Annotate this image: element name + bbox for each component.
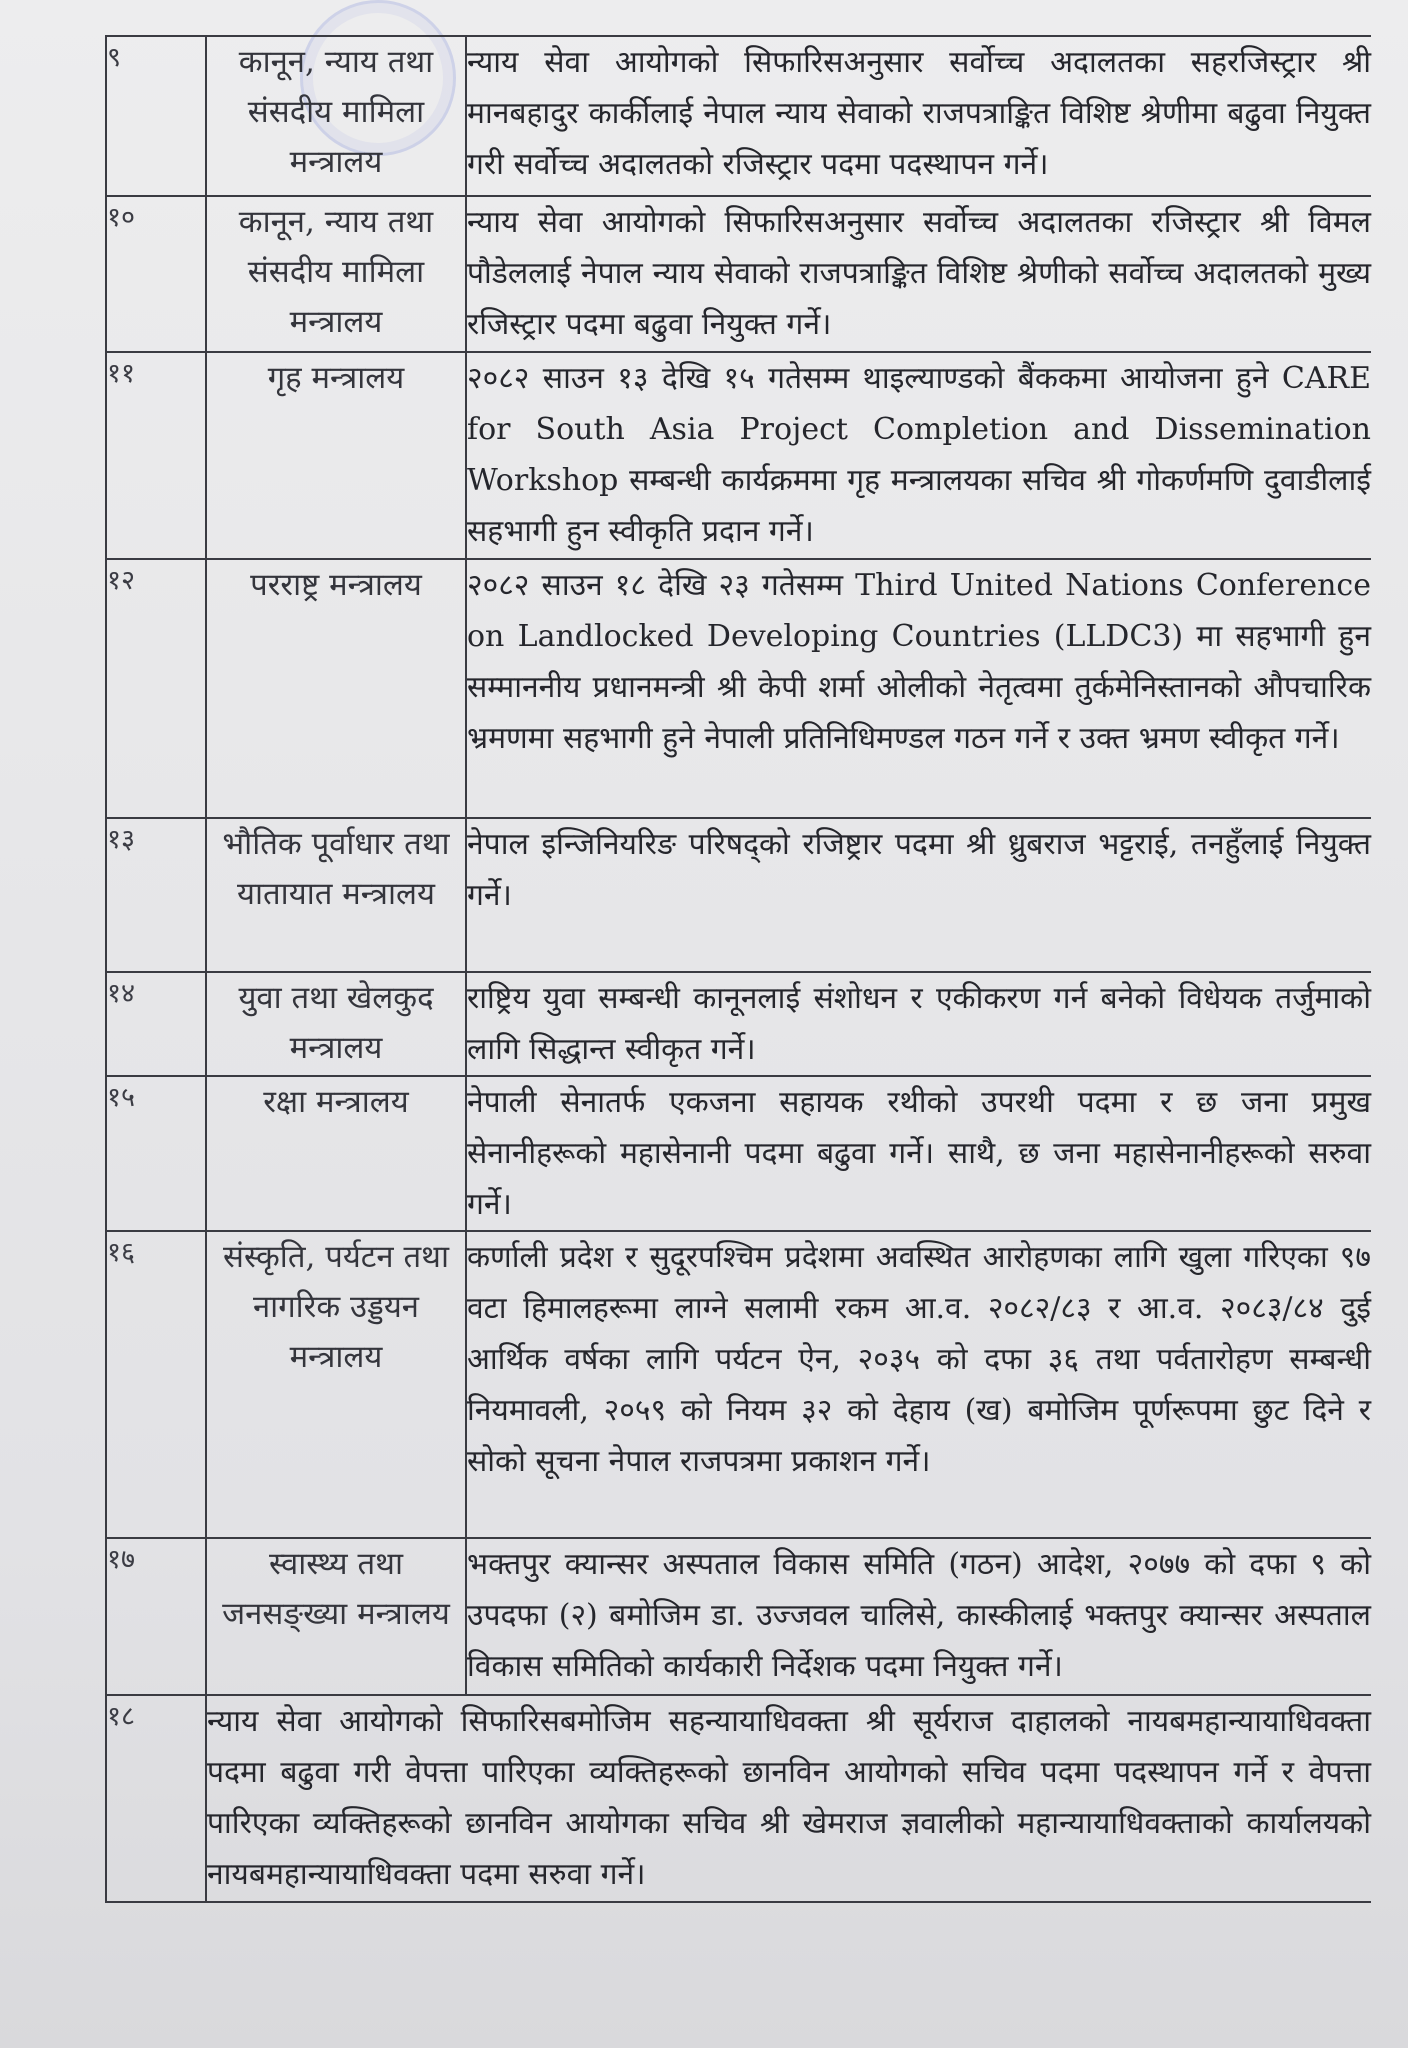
cabinet-decision-table [105, 35, 1371, 1903]
decision-text: नेपाली सेनातर्फ एकजना सहायक रथीको उपरथी पदमा र छ जना प्रमुख सेनानीहरूको महासेनानी पदमा बढुवा गर्ने। साथै, छ जना महासेनानीहरूको सरुवा गर्ने। [466, 1076, 1371, 1231]
ministry-name: स्वास्थ्य तथा जनसङ्ख्या मन्त्रालय [206, 1538, 466, 1695]
ministry-name: गृह मन्त्रालय [206, 352, 466, 559]
table-row [106, 36, 1371, 196]
decision-text: २०८२ साउन १८ देखि २३ गतेसम्म Third United Nations Conference on Landlocked Developing Countries (LLDC3) मा सहभागी हुन सम्माननीय प्रधानमन्त्री श्री केपी शर्मा ओलीको नेतृत्वमा तुर्कमेनिस्तानको औपचारिक भ्रमणमा सहभागी हुने नेपाली प्रतिनिधिमण्डल गठन गर्ने र उक्त भ्रमण स्वीकृत गर्ने। [466, 559, 1371, 818]
ministry-name: रक्षा मन्त्रालय [206, 1076, 466, 1231]
ministry-name: संस्कृति, पर्यटन तथा नागरिक उड्डयन मन्त्रालय [206, 1231, 466, 1538]
table-row [106, 1695, 1371, 1902]
table-row [106, 1538, 1371, 1695]
decision-text: भक्तपुर क्यान्सर अस्पताल विकास समिति (गठन) आदेश, २०७७ को दफा ९ को उपदफा (२) बमोजिम डा. उज्जवल चालिसे, कास्कीलाई भक्तपुर क्यान्सर अस्पताल विकास समितिको कार्यकारी निर्देशक पदमा नियुक्त गर्ने। [466, 1538, 1371, 1695]
table-row [106, 1231, 1371, 1538]
table-row [106, 818, 1371, 972]
decision-text: न्याय सेवा आयोगको सिफारिसअनुसार सर्वोच्च अदालतका रजिस्ट्रार श्री विमल पौडेललाई नेपाल न्याय सेवाको राजपत्राङ्कित विशिष्ट श्रेणीको सर्वोच्च अदालतको मुख्य रजिस्ट्रार पदमा बढुवा नियुक्त गर्ने। [466, 196, 1371, 352]
table-row [106, 559, 1371, 818]
decision-text: न्याय सेवा आयोगको सिफारिसअनुसार सर्वोच्च अदालतका सहरजिस्ट्रार श्री मानबहादुर कार्कीलाई नेपाल न्याय सेवाको राजपत्राङ्कित विशिष्ट श्रेणीमा बढुवा नियुक्त गरी सर्वोच्च अदालतको रजिस्ट्रार पदमा पदस्थापन गर्ने। [466, 36, 1371, 196]
decision-text: २०८२ साउन १३ देखि १५ गतेसम्म थाइल्याण्डको बैंककमा आयोजना हुने CARE for South Asia Project Completion and Dissemination Workshop सम्बन्धी कार्यक्रममा गृह मन्त्रालयका सचिव श्री गोकर्णमणि दुवाडीलाई सहभागी हुन स्वीकृति प्रदान गर्ने। [466, 352, 1371, 559]
table-row [106, 972, 1371, 1076]
table-row [106, 196, 1371, 352]
decision-text: राष्ट्रिय युवा सम्बन्धी कानूनलाई संशोधन र एकीकरण गर्न बनेको विधेयक तर्जुमाको लागि सिद्धान्त स्वीकृत गर्ने। [466, 972, 1371, 1076]
row-number: ९ [106, 36, 206, 196]
table-row [106, 352, 1371, 559]
row-number: १४ [106, 972, 206, 1076]
decision-text: कर्णाली प्रदेश र सुदूरपश्चिम प्रदेशमा अवस्थित आरोहणका लागि खुला गरिएका ९७ वटा हिमालहरूमा लाग्ने सलामी रकम आ.व. २०८२/८३ र आ.व. २०८३/८४ दुई आर्थिक वर्षका लागि पर्यटन ऐन, २०३५ को दफा ३६ तथा पर्वतारोहण सम्बन्धी नियमावली, २०५९ को नियम ३२ को देहाय (ख) बमोजिम पूर्णरूपमा छुट दिने र सोको सूचना नेपाल राजपत्रमा प्रकाशन गर्ने। [466, 1231, 1371, 1538]
table-row [106, 1076, 1371, 1231]
ministry-name: कानून, न्याय तथा संसदीय मामिला मन्त्रालय [206, 36, 466, 196]
decision-text: नेपाल इन्जिनियरिङ परिषद्को रजिष्ट्रार पदमा श्री ध्रुबराज भट्टराई, तनहुँलाई नियुक्त गर्ने। [466, 818, 1371, 972]
ministry-name: परराष्ट्र मन्त्रालय [206, 559, 466, 818]
row-number: ११ [106, 352, 206, 559]
row-number: १५ [106, 1076, 206, 1231]
ministry-name: कानून, न्याय तथा संसदीय मामिला मन्त्रालय [206, 196, 466, 352]
row-number: १७ [106, 1538, 206, 1695]
decision-text: न्याय सेवा आयोगको सिफारिसबमोजिम सहन्यायाधिवक्ता श्री सूर्यराज दाहालको नायबमहान्यायाधिवक्ता पदमा बढुवा गरी वेपत्ता पारिएका व्यक्तिहरूको छानविन आयोगको सचिव पदमा पदस्थापन गर्ने र वेपत्ता पारिएका व्यक्तिहरूको छानविन आयोगका सचिव श्री खेमराज ज्ञवालीको महान्यायाधिवक्ताको कार्यालयको नायबमहान्यायाधिवक्ता पदमा सरुवा गर्ने। [206, 1695, 1371, 1902]
row-number: १२ [106, 559, 206, 818]
ministry-name: भौतिक पूर्वाधार तथा यातायात मन्त्रालय [206, 818, 466, 972]
row-number: १८ [106, 1695, 206, 1902]
row-number: १६ [106, 1231, 206, 1538]
row-number: १० [106, 196, 206, 352]
ministry-name: युवा तथा खेलकुद मन्त्रालय [206, 972, 466, 1076]
row-number: १३ [106, 818, 206, 972]
